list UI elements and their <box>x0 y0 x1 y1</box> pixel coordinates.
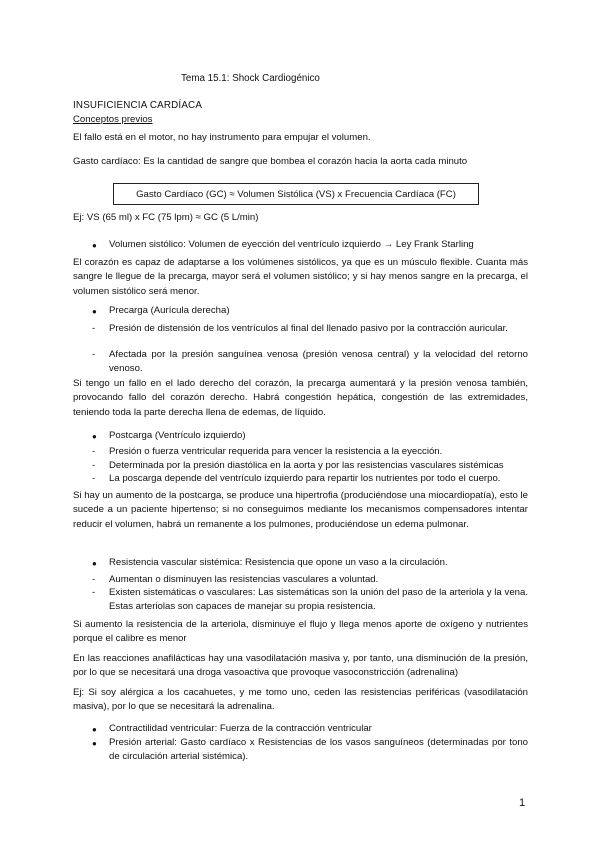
paragraph-gasto: Gasto cardíaco: Es la cantidad de sangre que bombea el corazón hacia la aorta cada minuto <box>73 156 468 167</box>
bullet-icon: ● <box>92 241 97 250</box>
postcarga-item: Determinada por la presión diastólica en la aorta y por las resistencias vasculares sistémicas <box>109 460 504 471</box>
paragraph-postcarga: Si hay un aumento de la postcarga, se produce una hipertrofia (produciéndose una miocardiopatía), esto le sucede a un paciente hipertenso; si no conseguimos mediante los mecanismos compensadores intentar reducir el volumen, habrá un remanente a los pulmones, produciéndose un edema pulmonar. <box>73 490 528 530</box>
bullet-postcarga: Postcarga (Ventrículo izquierdo) <box>109 430 246 441</box>
dash-icon: - <box>92 574 96 585</box>
precarga-item: Afectada por la presión sanguínea venosa (presión venosa central) y la velocidad del retorno venoso. <box>109 349 528 375</box>
postcarga-item: Presión o fuerza ventricular requerida para vencer la resistencia a la eyección. <box>109 446 443 457</box>
page-number: 1 <box>519 797 526 809</box>
formula-text: Gasto Cardíaco (GC) ≈ Volumen Sistólica (VS) x Frecuencia Cardíaca (FC) <box>136 189 456 200</box>
dash-icon: - <box>92 323 96 334</box>
paragraph-arteriola: Si aumento la resistencia de la arteriola, disminuye el flujo y llega menos aporte de oxígeno y nutrientes porque el calibre es menor <box>73 619 528 645</box>
dash-icon: - <box>92 446 96 457</box>
precarga-item: Presión de distensión de los ventrículos al final del llenado pasivo por la contracción auricular. <box>109 323 508 334</box>
paragraph-anafilactica: En las reacciones anafilácticas hay una vasodilatación masiva y, por tanto, una disminución de la presión, por lo que se necesitará una droga vasoactiva que provoque vasoconstricción (adrenalina) <box>73 653 528 679</box>
paragraph-fallo-derecho: Si tengo un fallo en el lado derecho del corazón, la precarga aumentará y la presión venosa también, provocando fallo del corazón derecho. Habrá congestión hepática, congestión de las extremidades, teniendo toda la parte derecha llena de edemas, de líquido. <box>73 378 528 418</box>
section-heading: INSUFICIENCIA CARDÍACA <box>73 100 203 111</box>
bullet-icon: ● <box>92 307 97 316</box>
example-one: Ej: VS (65 ml) x FC (75 lpm) ≈ GC (5 L/min) <box>73 212 259 223</box>
bullet-icon: ● <box>92 432 97 441</box>
paragraph-corazon: El corazón es capaz de adaptarse a los volúmenes sistólicos, ya que es un músculo flexible. Cuanta más sangre le llegue de la precarga, mayor será el volumen sistólico; y si hay menos sangre en la precarga, el volumen sistólico será menor. <box>73 257 528 297</box>
postcarga-item: La poscarga depende del ventrículo izquierdo para repartir los nutrientes por todo el cuerpo. <box>109 473 501 484</box>
dash-icon: - <box>92 349 96 360</box>
bullet-icon: ● <box>92 739 97 748</box>
bullet-precarga: Precarga (Aurícula derecha) <box>109 305 230 316</box>
paragraph-motor: El fallo está en el motor, no hay instrumento para empujar el volumen. <box>73 132 371 143</box>
bullet-icon: ● <box>92 559 97 568</box>
dash-icon: - <box>92 460 96 471</box>
bullet-icon: ● <box>92 725 97 734</box>
resistencia-item: Existen sistemáticas o vasculares: Las sistemáticas son la unión del paso de la arteriola y la vena. Estas arteriolas son capaces de manejar su propia resistencia. <box>109 587 528 613</box>
dash-icon: - <box>92 473 96 484</box>
bullet-resistencia: Resistencia vascular sistémica: Resistencia que opone un vaso a la circulación. <box>109 557 448 568</box>
resistencia-item: Aumentan o disminuyen las resistencias vasculares a voluntad. <box>109 574 379 585</box>
bullet-volumen-sistolico: Volumen sistólico: Volumen de eyección del ventrículo izquierdo → Ley Frank Starling <box>109 239 474 250</box>
bullet-contractilidad: Contractilidad ventricular: Fuerza de la contracción ventricular <box>109 723 372 734</box>
dash-icon: - <box>92 587 96 598</box>
formula-box <box>113 183 479 205</box>
paragraph-ejemplo-dos: Ej: Si soy alérgica a los cacahuetes, y me tomo uno, ceden las resistencias periféricas (vasodilatación masiva), por lo que se necesitará la adrenalina. <box>73 687 528 713</box>
document-title: Tema 15.1: Shock Cardiogénico <box>181 73 320 84</box>
bullet-presion-arterial: Presión arterial: Gasto cardíaco x Resistencias de los vasos sanguíneos (determinadas por tono de circulación arterial sistémica). <box>109 737 528 763</box>
subheading: Conceptos previos <box>73 114 153 125</box>
